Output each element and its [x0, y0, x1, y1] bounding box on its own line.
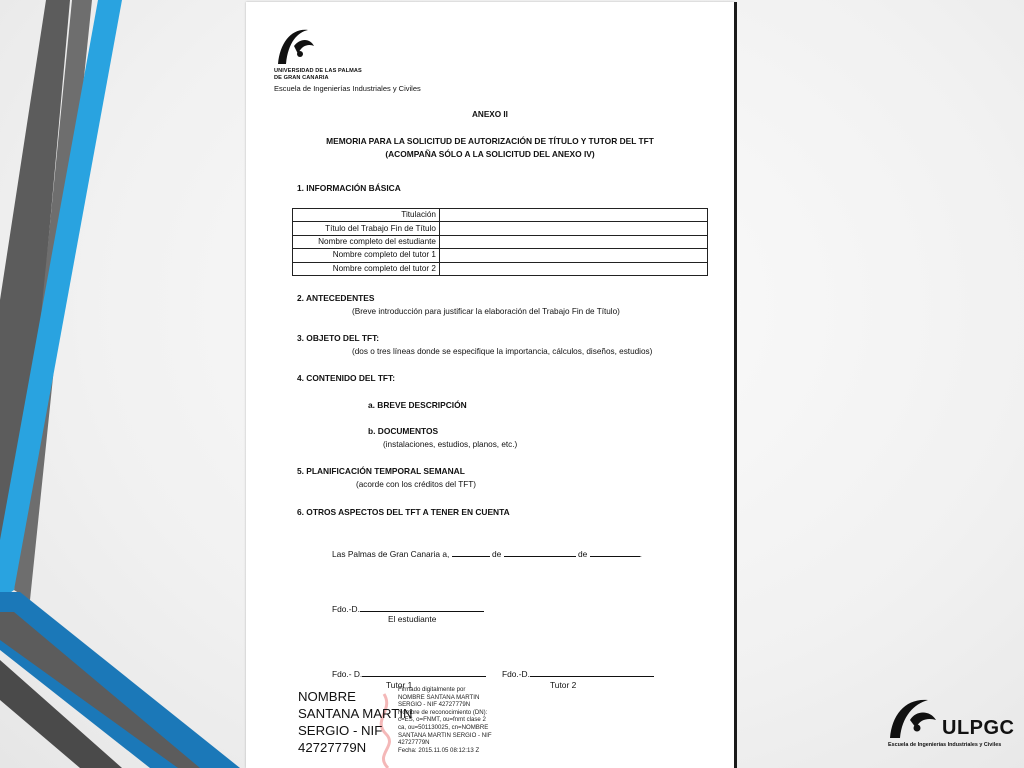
student-signature-blank[interactable]: [360, 602, 484, 612]
tutor2-signature-blank[interactable]: [530, 667, 654, 677]
document-page: [246, 2, 734, 768]
signature-meta-line: SERGIO - NIF 42727779N: [398, 701, 471, 709]
document-title-line1: MEMORIA PARA LA SOLICITUD DE AUTORIZACIÓN DE TÍTULO Y TUTOR DEL TFT: [326, 136, 654, 146]
signature-meta-line: c=ES, o=FNMT, ou=fnmt clase 2: [398, 716, 486, 724]
ulpgc-logo-text: ULPGC: [942, 717, 1015, 739]
year-blank[interactable]: [590, 547, 640, 557]
tutor2-label: Tutor 2: [550, 680, 577, 690]
row-value-titulacion[interactable]: [440, 209, 708, 222]
student-signature-line: [332, 602, 484, 614]
tutor1-label: Tutor 1: [386, 680, 413, 690]
section-4b-heading: b. DOCUMENTOS: [368, 426, 439, 436]
signature-meta-line: SANTANA MARTIN SERGIO - NIF: [398, 731, 492, 739]
place-de-2: de: [577, 549, 588, 559]
place-date-line: [332, 547, 642, 559]
section-2-note: (Breve introducción para justificar la elaboración del Trabajo Fin de Título): [352, 307, 620, 316]
section-6-heading: 6. OTROS ASPECTOS DEL TFT A TENER EN CUENTA: [297, 507, 510, 517]
row-value-tutor1[interactable]: [440, 249, 708, 262]
table-row: [293, 249, 708, 262]
basic-info-table: [292, 208, 708, 276]
place-end: .: [639, 549, 642, 559]
section-2-heading: 2. ANTECEDENTES: [297, 293, 375, 303]
place-prefix: Las Palmas de Gran Canaria a,: [332, 549, 450, 559]
section-4b-note: (instalaciones, estudios, planos, etc.): [383, 440, 518, 449]
tutor2-signature-line: [502, 667, 654, 679]
signature-meta-line: Firmado digitalmente por: [398, 686, 466, 693]
signature-meta-line: 42727779N: [398, 739, 430, 747]
day-blank[interactable]: [452, 547, 490, 557]
section-4a-heading: a. BREVE DESCRIPCIÓN: [368, 400, 467, 410]
section-3-heading: 3. OBJETO DEL TFT:: [297, 333, 380, 343]
university-name-line1: UNIVERSIDAD DE LAS PALMAS: [274, 68, 362, 74]
row-value-estudiante[interactable]: [440, 235, 708, 248]
row-value-tutor2[interactable]: [440, 262, 708, 275]
digital-signature-details: [398, 686, 518, 754]
table-row: [293, 262, 708, 275]
row-label-estudiante: Nombre completo del estudiante: [293, 235, 440, 248]
section-5-note: (acorde con los créditos del TFT): [356, 480, 476, 489]
table-row: [293, 209, 708, 222]
student-fdo-label: Fdo.-D.: [332, 604, 360, 614]
tutor1-signature-blank[interactable]: [362, 667, 486, 677]
annex-heading: ANEXO II: [472, 110, 508, 119]
table-row: [293, 235, 708, 248]
tutor1-signature-line: [332, 667, 486, 679]
signature-meta-line: ca, ou=501130025, cn=NOMBRE: [398, 723, 489, 731]
document-title-line2: (ACOMPAÑA SÓLO A LA SOLICITUD DEL ANEXO IV): [385, 149, 595, 159]
section-3-note: (dos o tres líneas donde se especifique la importancia, cálculos, diseños, estudios): [352, 347, 653, 356]
tutor1-fdo-label: Fdo.- D.: [332, 669, 363, 679]
row-value-titulo-tft[interactable]: [440, 222, 708, 235]
signature-meta-line: NOMBRE SANTANA MARTIN: [398, 693, 480, 701]
signature-meta-line: Nombre de reconocimiento (DN):: [398, 708, 488, 716]
ulpgc-logo-icon: [886, 694, 942, 742]
signature-meta-line: Fecha: 2015.11.05 08:12:13 Z: [398, 746, 480, 754]
digital-signature-name: NOMBRE SANTANA MARTIN SERGIO - NIF 42727779N: [298, 689, 413, 755]
row-label-tutor2: Nombre completo del tutor 2: [293, 262, 440, 275]
row-label-titulo-tft: Título del Trabajo Fin de Título: [293, 222, 440, 235]
blue-stripe-bottom: [0, 592, 240, 768]
ulpgc-logo-subtitle: Escuela de Ingenierías Industriales y Civiles: [888, 742, 1002, 748]
school-name: Escuela de Ingenierías Industriales y Civiles: [274, 84, 421, 93]
row-label-tutor1: Nombre completo del tutor 1: [293, 249, 440, 262]
section-5-heading: 5. PLANIFICACIÓN TEMPORAL SEMANAL: [297, 466, 465, 476]
university-name-line2: DE GRAN CANARIA: [274, 75, 329, 81]
place-de-1: de: [491, 549, 502, 559]
section-4-heading: 4. CONTENIDO DEL TFT:: [297, 373, 396, 383]
row-label-titulacion: Titulación: [293, 209, 440, 222]
month-blank[interactable]: [504, 547, 576, 557]
tutor2-fdo-label: Fdo.-D.: [502, 669, 530, 679]
university-logo-icon: [274, 24, 318, 66]
student-label: El estudiante: [388, 614, 437, 624]
table-row: [293, 222, 708, 235]
section-1-heading: 1. INFORMACIÓN BÁSICA: [297, 183, 401, 193]
